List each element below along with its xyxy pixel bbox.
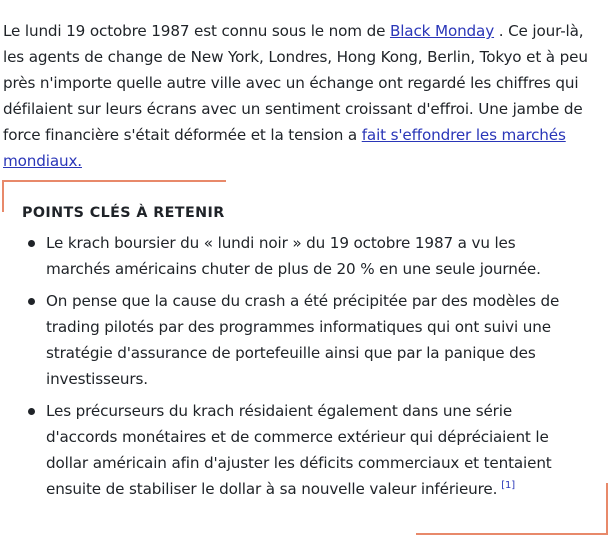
list-item-text: Le krach boursier du « lundi noir » du 19 octobre 1987 a vu les marchés américains chuter de plus de 20 % en une seule journée. [46, 234, 541, 278]
corner-accent-bottom-right-vertical [606, 483, 608, 535]
takeaways-list [26, 230, 566, 508]
bullet-icon [28, 408, 35, 415]
list-item-text: On pense que la cause du crash a été précipitée par des modèles de trading pilotés par des programmes informatiques qui ont suivi une stratégie d'assurance de portefeuille ainsi que par la panique des investisseurs. [46, 292, 560, 388]
key-takeaways-box [2, 180, 608, 535]
paragraph-text-start: Le lundi 19 octobre 1987 est connu sous le nom de [3, 22, 390, 40]
paragraph-text-middle: . Ce jour-là, les agents de change de New York, Londres, Hong Kong, Berlin, Tokyo et à peu près n'importe quelle autre ville avec un échange ont regardé les chiffres qui défilaient sur leurs écrans avec un sentiment croissant d'effroi. Une jambe de force financière s'était déformée et la tension a [3, 22, 588, 144]
bullet-icon [28, 240, 35, 247]
takeaways-title: POINTS CLÉS À RETENIR [22, 205, 225, 221]
list-item [26, 230, 566, 282]
black-monday-link[interactable]: Black Monday [389, 22, 495, 40]
global-markets-link[interactable]: fait s'effondrer les marchés mondiaux. [3, 126, 566, 170]
bullet-icon [28, 298, 35, 305]
list-item-text: Les précurseurs du krach résidaient également dans une série d'accords monétaires et de commerce extérieur qui dépréciaient le dollar américain afin d'ajuster les déficits commerciaux et tentaient ensuite de stabiliser le dollar à sa nouvelle valeur inférieure. [46, 402, 552, 498]
footnote-reference [501, 480, 515, 491]
corner-accent-top-left [2, 180, 226, 182]
corner-accent-top-left-vertical [2, 180, 4, 212]
corner-accent-bottom-right [416, 533, 608, 535]
list-item [26, 288, 566, 392]
article-paragraph [3, 18, 605, 174]
list-item [26, 398, 566, 502]
footnote-link[interactable]: [1] [501, 479, 516, 491]
